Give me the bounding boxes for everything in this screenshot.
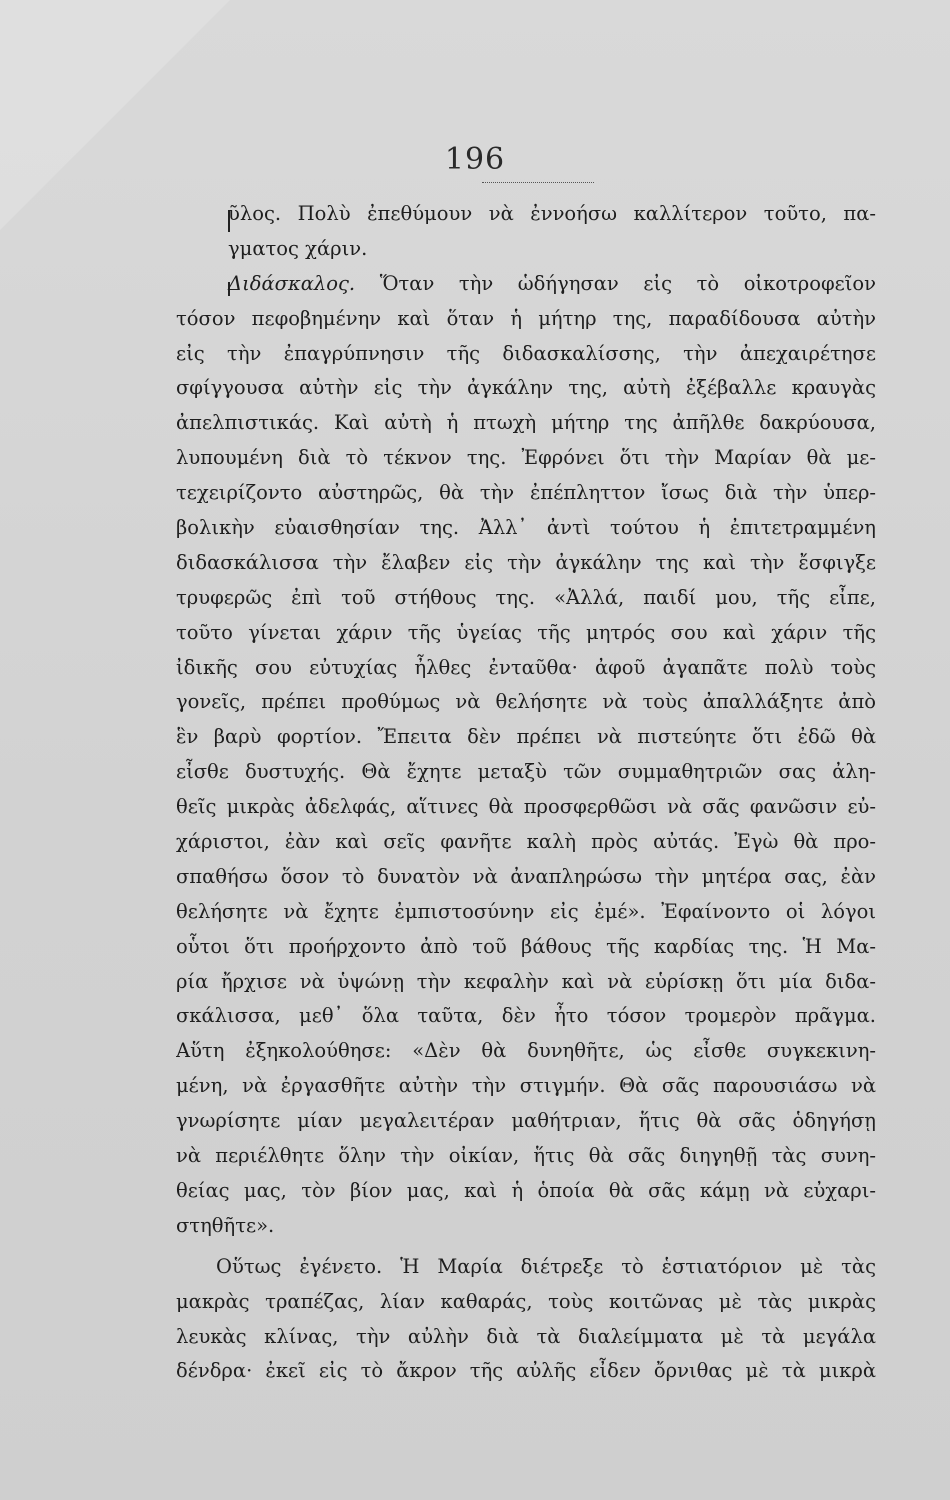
line-text: χάριστοι, ἐὰν καὶ σεῖς φανῆτε καλὴ πρὸς αὐτάς. Ἐγὼ θὰ προ- [176,830,876,854]
text-line [176,1250,876,1285]
text-line [176,546,876,581]
text-line [176,790,876,825]
text-line [176,371,876,406]
text-line [176,441,876,476]
text-line [176,232,876,267]
text-line [176,1354,876,1389]
text-line [176,1209,876,1244]
line-text: ῦλος. Πολὺ ἐπεθύμουν νὰ ἐννοήσω καλλίτερον τοῦτο, πα- [228,202,876,225]
text-line [176,965,876,1000]
line-text: σφίγγουσα αὐτὴν εἰς τὴν ἀγκάλην της, αὐτὴ ἐξέβαλλε κραυγὰς [176,376,876,400]
text-line [176,999,876,1034]
line-text: λυπουμένη διὰ τὸ τέκνον της. Ἐφρόνει ὅτι τὴν Μαρίαν θὰ με- [176,446,876,470]
header-rule [482,182,594,183]
line-text: γματος χάριν. [228,236,368,260]
line-text: μακρὰς τραπέζας, λίαν καθαράς, τοὺς κοιτῶνας μὲ τὰς μικρὰς [176,1289,876,1313]
text-line [176,581,876,616]
text-line [176,1034,876,1069]
text-line [176,1139,876,1174]
text-line [176,1104,876,1139]
line-text: σπαθήσω ὅσον τὸ δυνατὸν νὰ ἀναπληρώσω τὴν μητέρα σας, ἐὰν [176,864,876,888]
line-text: εἶσθε δυστυχής. Θὰ ἔχητε μεταξὺ τῶν συμμαθητριῶν σας ἀλη- [176,760,876,784]
line-text: ρία ἤρχισε νὰ ὑψώνῃ τὴν κεφαλὴν καὶ νὰ εὑρίσκῃ ὅτι μία διδα- [176,969,876,993]
line-text: τόσον πεφοβημένην καὶ ὅταν ἡ μήτηρ της, παραδίδουσα αὐτὴν [176,306,876,330]
text-line [176,685,876,720]
line-text: Οὕτως ἐγένετο. Ἡ Μαρία διέτρεξε τὸ ἑστιατόριον μὲ τὰς [216,1254,876,1278]
line-text: ἰδικῆς σου εὐτυχίας ἦλθες ἐνταῦθα· ἀφοῦ ἀγαπᾶτε πολὺ τοὺς [176,655,876,679]
text-line [176,825,876,860]
text-line [176,930,876,965]
text-line [176,755,876,790]
text-line [176,860,876,895]
text-line [176,267,876,302]
text-line [176,1285,876,1320]
line-text: ἀπελπιστικάς. Καὶ αὐτὴ ἡ πτωχὴ μήτηρ της ἀπῆλθε δακρύουσα, [176,411,876,435]
text-line [176,616,876,651]
line-text: νὰ περιέλθητε ὅλην τὴν οἰκίαν, ἥτις θὰ σᾶς διηγηθῇ τὰς συνη- [176,1144,876,1168]
line-text: γνωρίσητε μίαν μεγαλειτέραν μαθήτριαν, ἥτις θὰ σᾶς ὁδηγήσῃ [176,1109,876,1133]
speaker-label: Διδάσκαλος. [228,271,356,295]
text-line [176,337,876,372]
line-text: βολικὴν εὐαισθησίαν της. Ἀλλ᾽ ἀντὶ τούτου ἡ ἐπιτετραμμένη [176,516,876,540]
line-text: εἰς τὴν ἐπαγρύπνησιν τῆς διδασκαλίσσης, τὴν ἀπεχαιρέτησε [176,341,876,365]
line-text: ἓν βαρὺ φορτίον. Ἔπειτα δὲν πρέπει νὰ πιστεύητε ὅτι ἐδῶ θὰ [176,725,876,749]
page-number: 196 [444,142,506,177]
line-text: δένδρα· ἐκεῖ εἰς τὸ ἄκρον τῆς αὐλῆς εἶδεν ὄρνιθας μὲ τὰ μικρὰ [176,1359,876,1383]
line-text: Αὕτη ἐξηκολούθησε: «Δὲν θὰ δυνηθῆτε, ὡς εἶσθε συγκεκινη- [176,1039,876,1063]
line-text: θεῖς μικρὰς ἀδελφάς, αἵτινες θὰ προσφερθῶσι νὰ σᾶς φανῶσιν εὐ- [176,795,876,819]
text-line [176,476,876,511]
line-text: τρυφερῶς ἐπὶ τοῦ στήθους της. «Ἀλλά, παιδί μου, τῆς εἶπε, [176,585,876,609]
text-line [176,197,876,232]
line-text: σκάλισσα, μεθ᾽ ὅλα ταῦτα, δὲν ἦτο τόσον τρομερὸν πρᾶγμα. [176,1004,876,1028]
line-text: διδασκάλισσα τὴν ἔλαβεν εἰς τὴν ἀγκάλην της καὶ τὴν ἔσφιγξε [176,550,876,574]
line-text: θελήσητε νὰ ἔχητε ἐμπιστοσύνην εἰς ἐμέ». Ἐφαίνοντο οἱ λόγοι [176,899,876,923]
line-text: Ὅταν τὴν ὡδήγησαν εἰς τὸ οἰκοτροφεῖον [379,271,876,295]
line-text: τοῦτο γίνεται χάριν τῆς ὑγείας τῆς μητρός σου καὶ χάριν τῆς [176,620,876,644]
text-line [176,302,876,337]
text-line [176,895,876,930]
text-line [176,651,876,686]
text-line [176,1320,876,1355]
text-line [176,1174,876,1209]
line-text: γονεῖς, πρέπει προθύμως νὰ θελήσητε νὰ τοὺς ἀπαλλάξητε ἀπὸ [176,690,876,714]
text-line [176,511,876,546]
text-line [176,1069,876,1104]
body-text [176,197,876,1389]
line-text: μένη, νὰ ἐργασθῆτε αὐτὴν τὴν στιγμήν. Θὰ σᾶς παρουσιάσω νὰ [176,1074,876,1098]
text-line [176,406,876,441]
line-text: οὗτοι ὅτι προήρχοντο ἀπὸ τοῦ βάθους τῆς καρδίας της. Ἡ Μα- [176,934,876,958]
line-text: λευκὰς κλίνας, τὴν αὐλὴν διὰ τὰ διαλείμματα μὲ τὰ μεγάλα [176,1324,876,1348]
line-text: στηθῆτε». [176,1213,275,1237]
text-line [176,720,876,755]
line-text: θείας μας, τὸν βίον μας, καὶ ἡ ὁποία θὰ σᾶς κάμῃ νὰ εὐχαρι- [176,1178,876,1202]
line-text: τεχειρίζοντο αὐστηρῶς, θὰ τὴν ἐπέπληττον ἴσως διὰ τὴν ὑπερ- [176,481,876,505]
